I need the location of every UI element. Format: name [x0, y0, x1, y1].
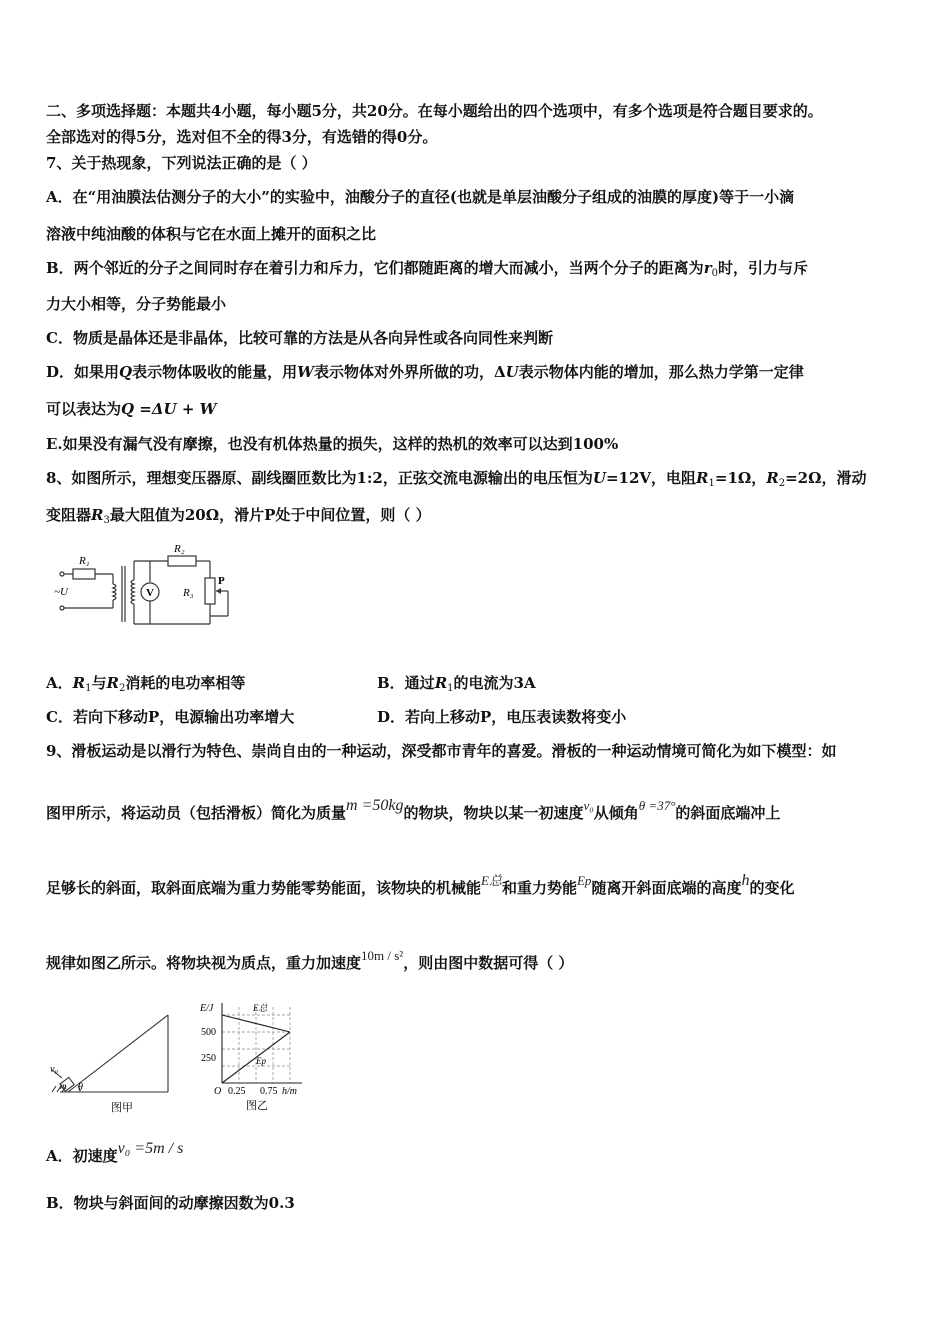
q9-option-a — [46, 1140, 184, 1167]
subscript: 1 — [85, 683, 92, 694]
origin-label: O — [214, 1086, 222, 1097]
label-u: ~U — [54, 586, 68, 598]
x-tick-075: 0.75 — [260, 1086, 278, 1097]
q7-option-b-line2: 力大小相等，分子势能最小 — [46, 295, 227, 313]
math-v0: v₀ — [583, 798, 594, 813]
text: B．两个邻近的分子之间同时存在着引力和斥力，它们都随距离的增大而减小，当两个分子的距离为 — [46, 259, 704, 277]
text: 的物块，物块以某一初速度 — [403, 804, 584, 822]
text: 从倾角 — [593, 804, 639, 822]
q7-stem: 7、关于热现象，下列说法正确的是（ ） — [46, 154, 317, 172]
y-tick-500: 500 — [201, 1027, 216, 1038]
text: =1Ω， — [714, 469, 767, 487]
text: B．通过 — [377, 674, 435, 692]
var-r: R — [91, 506, 104, 524]
label-v0: v₀ — [50, 1064, 58, 1075]
var-u: U — [505, 363, 519, 381]
var-w: W — [297, 363, 314, 381]
var-u: U — [592, 469, 606, 487]
text: =2Ω，滑动 — [785, 469, 867, 487]
section-heading-line1: 二、多项选择题：本题共4小题，每小题5分，共20分。在每小题给出的四个选项中，有多个选项是符合题目要求的。 — [46, 102, 823, 120]
y-axis-label: E/J — [200, 1003, 214, 1014]
q8-option-c: C．若向下移动P，电源输出功率增大 — [46, 708, 295, 726]
text: 表示物体内能的增加，那么热力学第一定律 — [518, 363, 804, 381]
text: =12V，电阻 — [605, 469, 697, 487]
q8-option-a — [46, 673, 245, 699]
text: 最大阻值为20Ω，滑片P处于中间位置，则（ ） — [109, 506, 431, 524]
caption-fig-b: 图乙 — [246, 1100, 268, 1112]
math-e-total: E总 — [481, 873, 502, 888]
math-mass: m =50kg — [346, 797, 404, 814]
text: 的变化 — [749, 879, 795, 897]
var-r: R — [696, 469, 709, 487]
text: ，则由图中数据可得（ ） — [403, 954, 574, 972]
figure-energy-graph — [198, 997, 318, 1121]
text: 随离开斜面底端的高度 — [591, 879, 742, 897]
math-v0-value: v₀ =5m / s — [117, 1140, 184, 1157]
text: 规律如图乙所示。将物块视为质点，重力加速度 — [46, 954, 362, 972]
var-r: R — [106, 674, 119, 692]
q8-option-b — [377, 673, 536, 699]
text: A． — [46, 674, 73, 692]
q8-stem-line1 — [46, 468, 866, 494]
y-tick-250: 250 — [201, 1053, 216, 1064]
subscript: 1 — [447, 683, 454, 694]
section-heading-line2: 全部选对的得5分，选对但不全的得3分，有选错的得0分。 — [46, 128, 438, 146]
label-r2: R₂ — [174, 543, 185, 555]
figure-incline — [48, 1010, 178, 1124]
label-p: P — [218, 575, 225, 587]
q7-option-b-line1 — [46, 258, 808, 284]
label-r3: R₃ — [183, 587, 194, 599]
text: 8、如图所示，理想变压器原、副线圈匝数比为1:2，正弦交流电源输出的电压恒为 — [46, 469, 593, 487]
label-r1: R₁ — [79, 555, 90, 567]
label-ep: Ep — [256, 1056, 266, 1066]
text: 和重力势能 — [501, 879, 577, 897]
formula: Q =ΔU + W — [121, 400, 217, 418]
q7-option-d-line1 — [46, 362, 804, 382]
label-m: m — [60, 1081, 67, 1091]
q7-option-e: E.如果没有漏气没有摩擦，也没有机体热量的损失，这样的热机的效率可以达到100% — [46, 435, 619, 453]
q9-option-b: B．物块与斜面间的动摩擦因数为0.3 — [46, 1194, 295, 1212]
caption-fig-a: 图甲 — [111, 1102, 133, 1114]
q9-stem-line2 — [46, 797, 781, 824]
x-axis-label: h/m — [282, 1086, 297, 1097]
circuit-diagram — [48, 538, 248, 642]
var-r: R — [766, 469, 779, 487]
q7-option-a-line2: 溶液中纯油酸的体积与它在水面上摊开的面积之比 — [46, 225, 377, 243]
subscript: 1 — [708, 478, 715, 489]
var-r: r — [703, 259, 712, 277]
q9-stem-line1: 9、滑板运动是以滑行为特色、崇尚自由的一种运动，深受都市青年的喜爱。滑板的一种运动情境可简化为如下模型：如 — [46, 742, 837, 760]
q7-option-d-line2 — [46, 399, 216, 419]
subscript: 3 — [103, 515, 110, 526]
text: 的斜面底端冲上 — [675, 804, 781, 822]
text: A．初速度 — [46, 1147, 118, 1165]
label-theta: θ — [78, 1082, 83, 1093]
text: 时，引力与斥 — [717, 259, 808, 277]
text: 消耗的电功率相等 — [125, 674, 246, 692]
text: 与 — [91, 674, 107, 692]
subscript: 2 — [118, 683, 126, 694]
text: D．如果用 — [46, 363, 120, 381]
text: 表示物体吸收的能量，用 — [132, 363, 298, 381]
text: 足够长的斜面，取斜面底端为重力势能零势能面，该物块的机械能 — [46, 879, 482, 897]
q9-stem-line3 — [46, 872, 795, 899]
math-g: 10m / s² — [361, 948, 404, 963]
text: 变阻器 — [46, 506, 92, 524]
label-e-total: E总 — [253, 1003, 268, 1013]
text: 图甲所示，将运动员（包括滑板）简化为质量 — [46, 804, 347, 822]
q9-stem-line4 — [46, 948, 574, 974]
var-r: R — [72, 674, 86, 692]
var-q: Q — [119, 363, 133, 381]
text: 可以表达为 — [46, 400, 122, 418]
voltmeter-label: V — [146, 587, 154, 599]
q8-option-d: D．若向上移动P，电压表读数将变小 — [377, 708, 627, 726]
text: 表示物体对外界所做的功，Δ — [313, 363, 506, 381]
q7-option-c: C．物质是晶体还是非晶体，比较可靠的方法是从各向异性或各向同性来判断 — [46, 329, 553, 347]
math-h: h — [741, 872, 750, 889]
q7-option-a-line1: A．在“用油膜法估测分子的大小”的实验中，油酸分子的直径(也就是单层油酸分子组成的油膜的厚度)等于一小滴 — [46, 188, 795, 206]
q8-stem-line2 — [46, 505, 431, 531]
var-r: R — [434, 674, 448, 692]
math-theta: θ =37° — [638, 798, 676, 813]
text: 的电流为3A — [453, 674, 536, 692]
subscript: 0 — [711, 268, 718, 279]
math-ep: Ep — [576, 873, 592, 888]
subscript: 2 — [778, 478, 786, 489]
x-tick-025: 0.25 — [228, 1086, 246, 1097]
